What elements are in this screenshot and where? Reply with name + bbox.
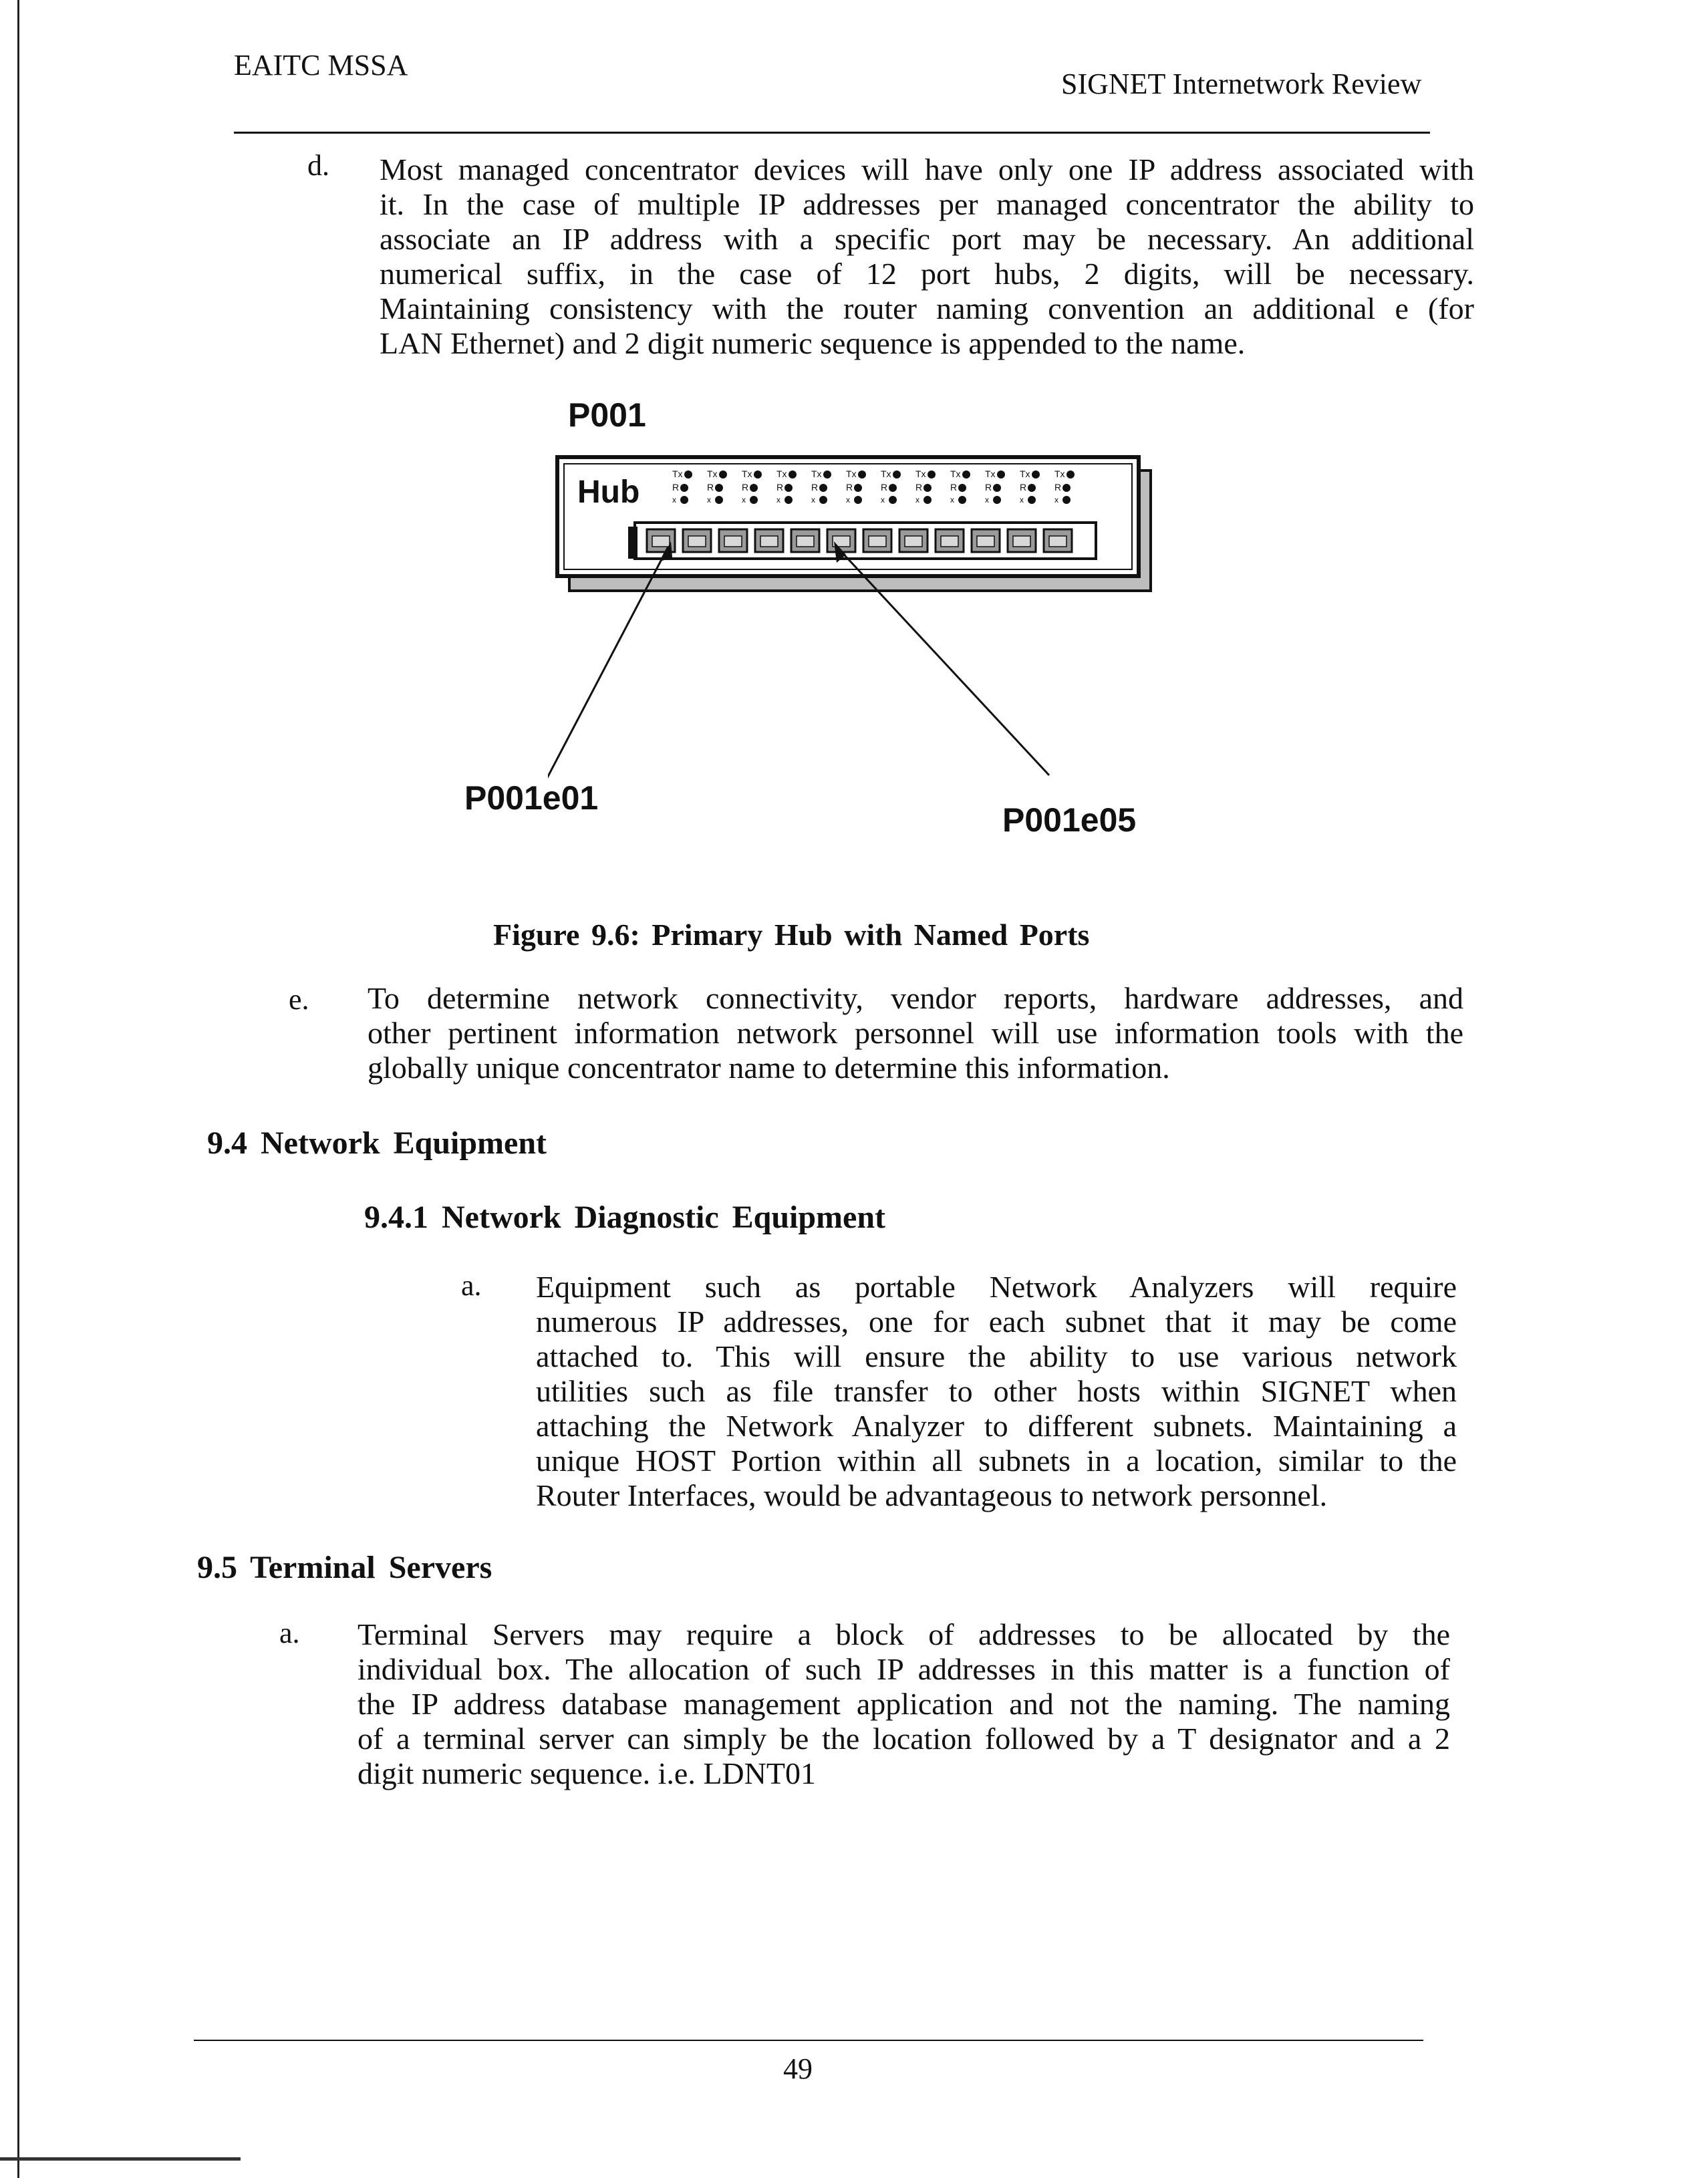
hub-led-rx-label: R: [950, 482, 958, 493]
hub-led-rx: [958, 484, 966, 492]
hub-led-tx-label: Tx: [672, 468, 683, 479]
figure-caption: Figure 9.6: Primary Hub with Named Ports: [493, 918, 1090, 952]
hub-led-rx-label: R: [915, 482, 923, 493]
hub-led-tx: [962, 470, 970, 479]
hub-led-x-label: x: [707, 495, 711, 505]
scan-edge-left: [17, 0, 19, 2178]
hub-led-rx: [750, 484, 758, 492]
hub-led-link: [889, 496, 897, 504]
hub-led-tx-label: Tx: [742, 468, 752, 479]
item-95a-line: of a terminal server can simply be the location followed by a T designator and a 2: [358, 1722, 1450, 1756]
hub-led-link: [715, 496, 723, 504]
hub-led-tx-label: Tx: [1020, 468, 1030, 479]
hub-led-rx: [854, 484, 862, 492]
item-95a-line: the IP address database management application and not the naming. The naming: [358, 1687, 1450, 1721]
hub-led-x-label: x: [915, 495, 919, 505]
hub-led-link: [1028, 496, 1036, 504]
hub-led-rx: [1062, 484, 1071, 492]
hub-led-link: [993, 496, 1001, 504]
hub-led-tx-label: Tx: [1054, 468, 1065, 479]
hub-led-rx: [889, 484, 897, 492]
hub-led-rx: [923, 484, 932, 492]
hub-led-tx-label: Tx: [950, 468, 961, 479]
item-d-line: numerical suffix, in the case of 12 port hubs, 2 digits, will be necessary.: [380, 257, 1474, 291]
hub-port-socket: [869, 536, 886, 547]
item-e-marker: e.: [289, 983, 309, 1016]
section-9-5-heading: 9.5 Terminal Servers: [197, 1550, 492, 1585]
hub-led-link: [750, 496, 758, 504]
hub-led-x-label: x: [846, 495, 850, 505]
item-941a-marker: a.: [461, 1269, 482, 1302]
hub-led-x-label: x: [776, 495, 780, 505]
header-rule: [234, 132, 1430, 134]
hub-led-tx: [684, 470, 692, 479]
item-e-line: globally unique concentrator name to determine this information.: [368, 1051, 1170, 1085]
hub-led-link: [785, 496, 793, 504]
item-e-paragraph: [368, 981, 1463, 1085]
hub-led-rx-label: R: [846, 482, 853, 493]
hub-led-tx-label: Tx: [985, 468, 996, 479]
hub-port-socket: [977, 536, 994, 547]
hub-led-link: [958, 496, 966, 504]
hub-led-x-label: x: [985, 495, 989, 505]
item-95a-line: individual box. The allocation of such IP addresses in this matter is a function of: [358, 1652, 1450, 1686]
hub-led-tx-label: Tx: [811, 468, 822, 479]
hub-port-socket: [941, 536, 958, 547]
figure-port-left-label: P001e01: [464, 779, 599, 817]
hub-led-rx-label: R: [672, 482, 680, 493]
hub-port-socket: [652, 536, 670, 547]
hub-led-rx-label: R: [811, 482, 819, 493]
hub-led-link: [680, 496, 688, 504]
item-d-line: Most managed concentrator devices will have only one IP address associated with: [380, 152, 1474, 186]
hub-led-tx-label: Tx: [846, 468, 857, 479]
item-e-line: To determine network connectivity, vendor reports, hardware addresses, and: [368, 981, 1463, 1015]
item-d-line: LAN Ethernet) and 2 digit numeric sequence is appended to the name.: [380, 326, 1246, 360]
hub-led-rx-label: R: [707, 482, 714, 493]
hub-led-link: [1062, 496, 1071, 504]
hub-port-socket: [905, 536, 922, 547]
page-number: 49: [783, 2052, 813, 2085]
hub-led-x-label: x: [1020, 495, 1024, 505]
hub-led-rx: [715, 484, 723, 492]
figure-port-right-label: P001e05: [1002, 801, 1137, 839]
header-right: SIGNET Internetwork Review: [1061, 67, 1422, 100]
hub-led-rx: [680, 484, 688, 492]
hub-port-socket: [688, 536, 706, 547]
hub-led-rx-label: R: [1054, 482, 1062, 493]
hub-led-tx-label: Tx: [915, 468, 926, 479]
section-9-4-heading: 9.4 Network Equipment: [207, 1125, 547, 1161]
hub-led-rx: [785, 484, 793, 492]
hub-led-rx-label: R: [776, 482, 784, 493]
item-d-paragraph: [380, 152, 1474, 361]
item-95a-line: Terminal Servers may require a block of addresses to be allocated by the: [358, 1617, 1450, 1651]
hub-led-tx: [719, 470, 727, 479]
hub-led-rx-label: R: [881, 482, 888, 493]
figure-device-label: P001: [568, 396, 646, 434]
hub-diagram: [548, 448, 1163, 842]
hub-led-x-label: x: [1054, 495, 1058, 505]
hub-led-x-label: x: [950, 495, 954, 505]
hub-port-socket: [760, 536, 778, 547]
hub-port-socket: [724, 536, 742, 547]
item-e-line: other pertinent information network personnel will use information tools with the: [368, 1016, 1463, 1050]
hub-led-link: [854, 496, 862, 504]
item-941a-line: attaching the Network Analyzer to different subnets. Maintaining a: [536, 1409, 1457, 1443]
hub-led-tx: [1032, 470, 1040, 479]
hub-led-rx: [993, 484, 1001, 492]
hub-led-tx: [789, 470, 797, 479]
hub-led-tx: [858, 470, 866, 479]
hub-led-tx-label: Tx: [707, 468, 718, 479]
item-941a-line: utilities such as file transfer to other hosts within SIGNET when: [536, 1374, 1457, 1408]
hub-led-tx: [754, 470, 762, 479]
hub-led-rx: [819, 484, 827, 492]
hub-led-link: [819, 496, 827, 504]
hub-led-tx: [928, 470, 936, 479]
hub-port-socket: [1013, 536, 1030, 547]
item-941a-line: unique HOST Portion within all subnets in a location, similar to the: [536, 1444, 1457, 1478]
footer-rule: [194, 2040, 1423, 2041]
item-941a-line: numerous IP addresses, one for each subnet that it may be come: [536, 1305, 1457, 1339]
item-d-line: associate an IP address with a specific port may be necessary. An additional: [380, 222, 1474, 256]
item-95a-marker: a.: [279, 1617, 300, 1649]
hub-led-tx: [997, 470, 1005, 479]
hub-port-socket: [1049, 536, 1066, 547]
item-941a-paragraph: [536, 1270, 1457, 1513]
item-95a-paragraph: [358, 1617, 1450, 1791]
hub-led-tx: [823, 470, 831, 479]
item-941a-line: Equipment such as portable Network Analyzers will require: [536, 1270, 1457, 1304]
item-95a-line: digit numeric sequence. i.e. LDNT01: [358, 1756, 816, 1790]
hub-label: Hub: [577, 474, 640, 510]
hub-led-rx: [1028, 484, 1036, 492]
hub-led-tx-label: Tx: [881, 468, 891, 479]
item-941a-line: attached to. This will ensure the ability to use various network: [536, 1339, 1457, 1373]
hub-led-rx-label: R: [742, 482, 749, 493]
hub-port-socket: [797, 536, 814, 547]
item-d-marker: d.: [307, 149, 329, 182]
item-941a-line: Router Interfaces, would be advantageous to network personnel.: [536, 1478, 1328, 1512]
scan-edge-bottom: [0, 2157, 241, 2161]
section-9-4-1-heading: 9.4.1 Network Diagnostic Equipment: [364, 1200, 886, 1235]
hub-led-tx: [893, 470, 901, 479]
hub-led-tx-label: Tx: [776, 468, 787, 479]
hub-led-x-label: x: [742, 495, 746, 505]
hub-led-link: [923, 496, 932, 504]
item-d-line: Maintaining consistency with the router naming convention an additional e (for: [380, 291, 1474, 325]
hub-led-x-label: x: [811, 495, 815, 505]
hub-led-x-label: x: [672, 495, 676, 505]
hub-led-rx-label: R: [1020, 482, 1027, 493]
hub-port-strip-cap: [628, 527, 637, 559]
header-left: EAITC MSSA: [234, 49, 408, 82]
hub-led-rx-label: R: [985, 482, 992, 493]
item-d-line: it. In the case of multiple IP addresses per managed concentrator the ability to: [380, 187, 1474, 221]
hub-led-x-label: x: [881, 495, 885, 505]
hub-led-tx: [1066, 470, 1075, 479]
